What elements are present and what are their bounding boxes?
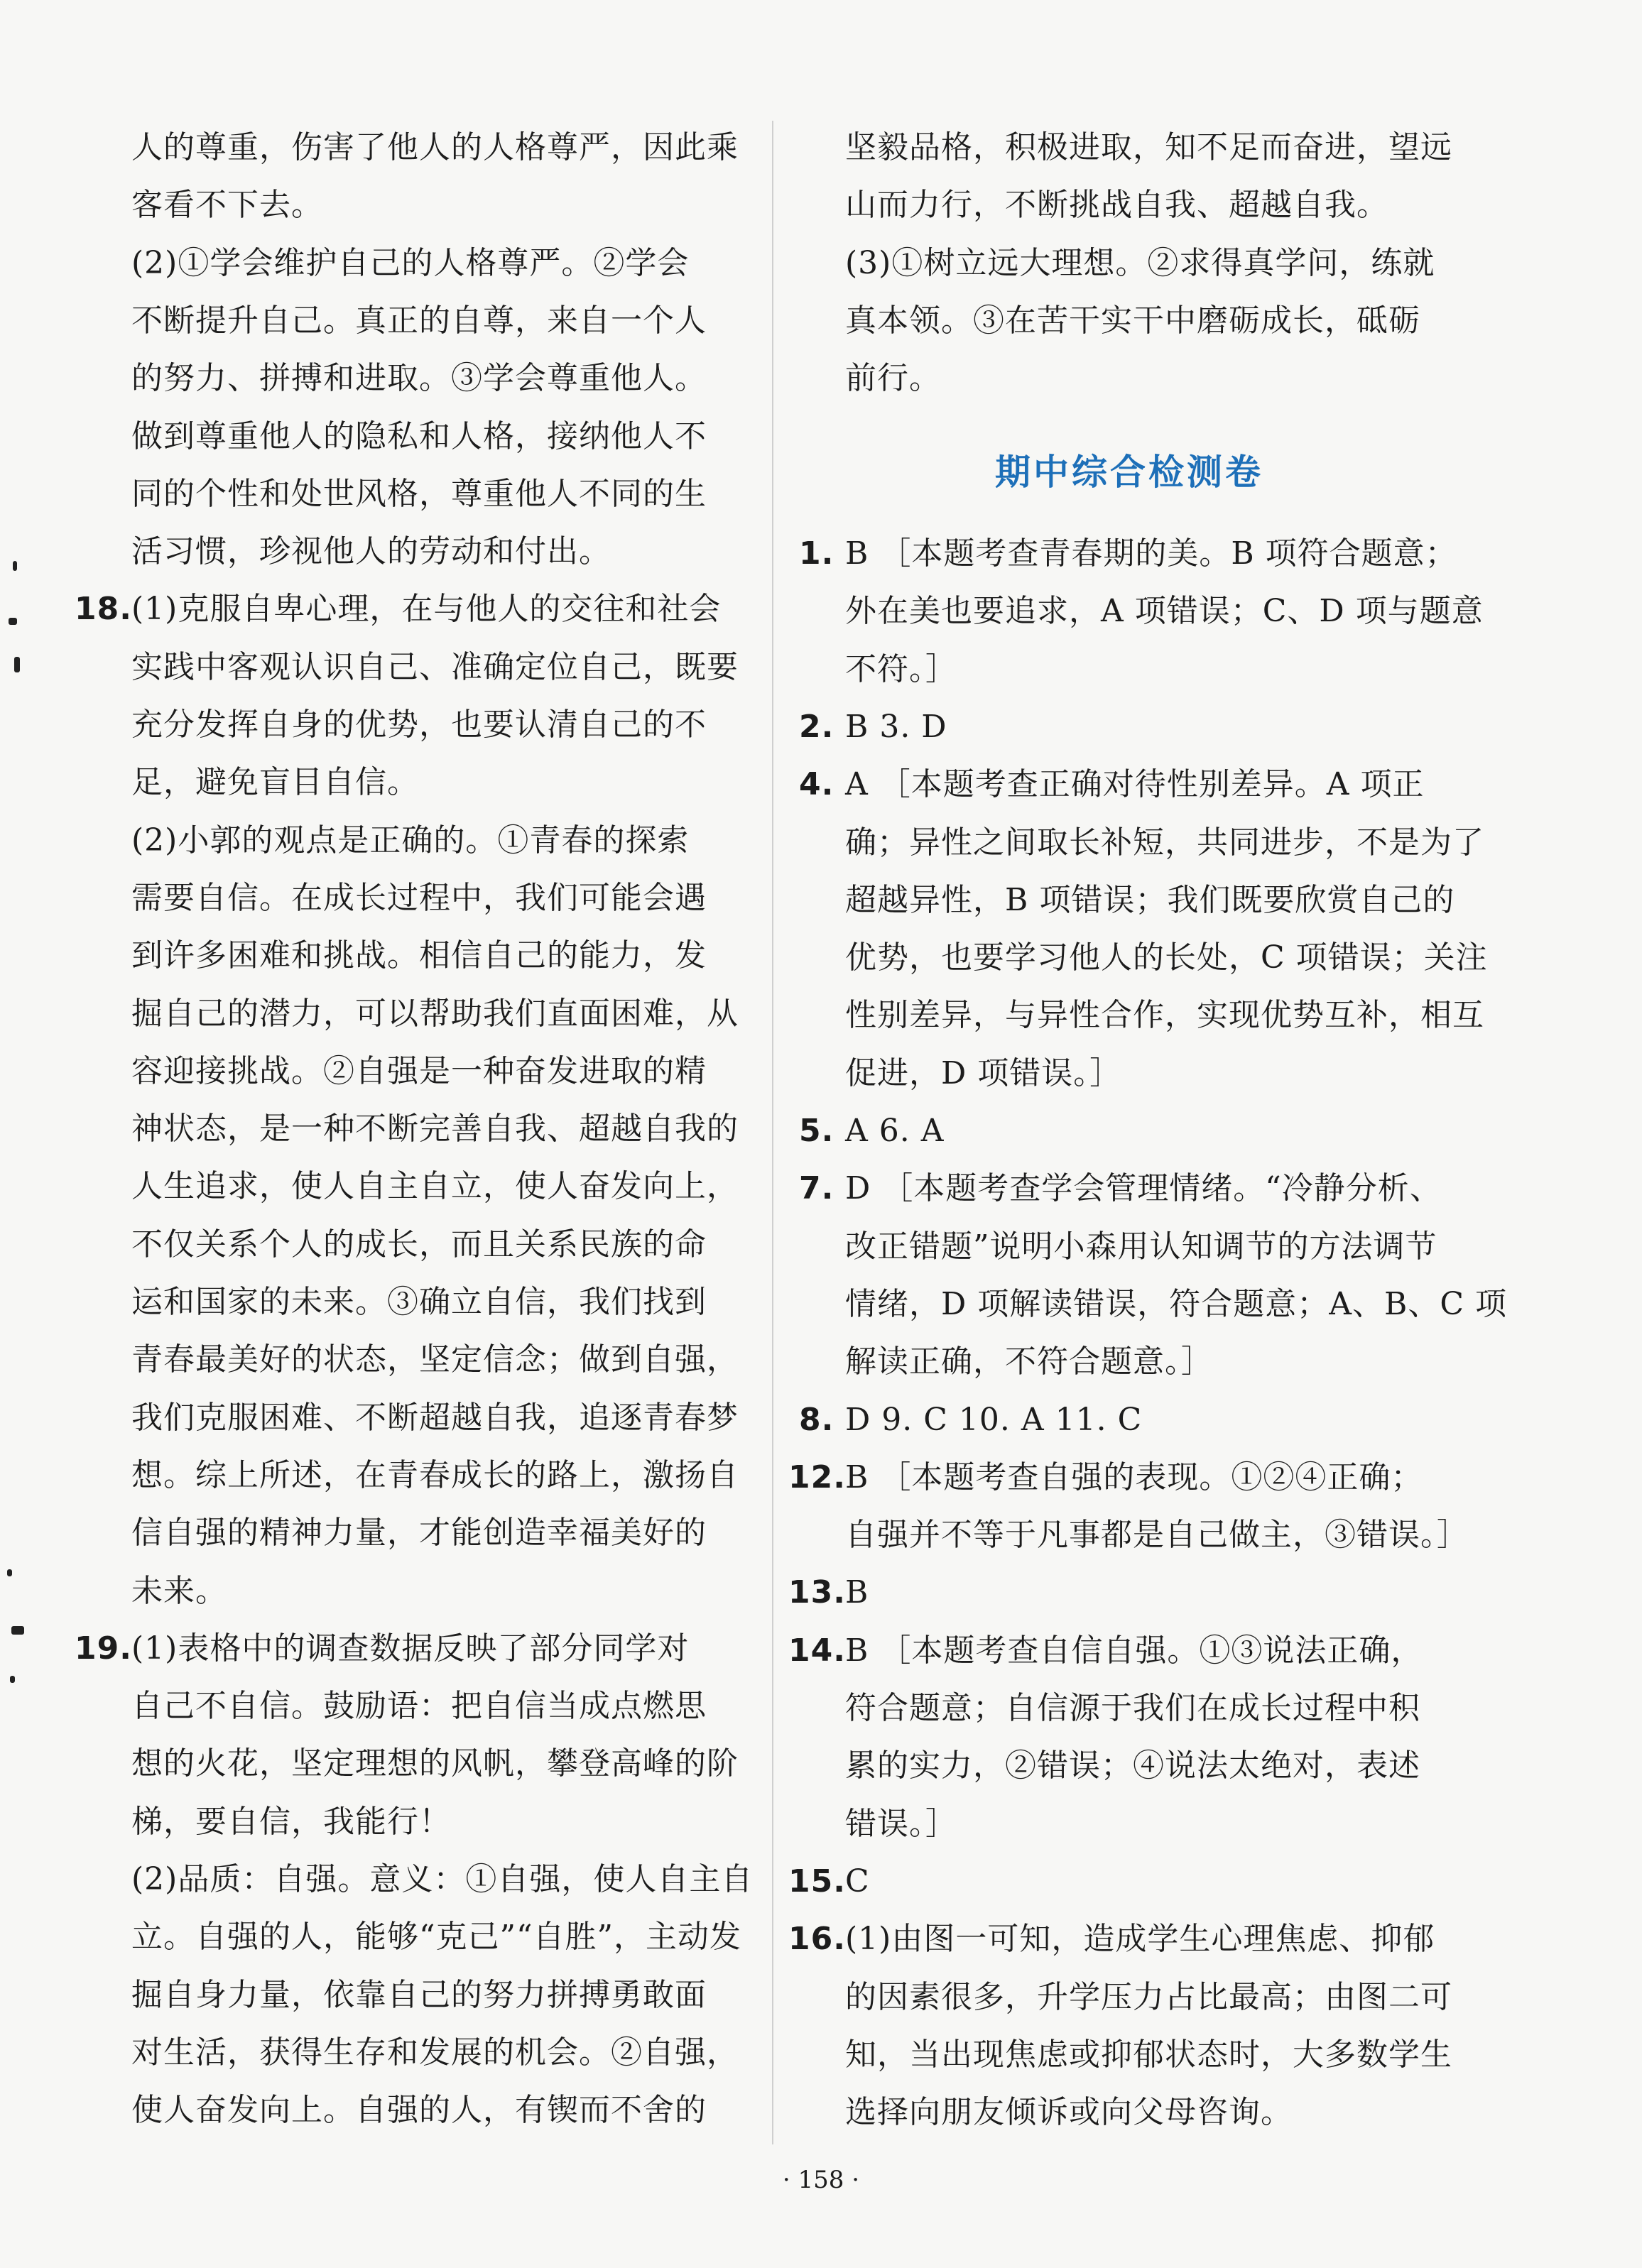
text-line: (2)小郭的观点是正确的。①青春的探索	[131, 822, 690, 858]
text-line: 我们克服困难、不断超越自我，追逐青春梦	[131, 1399, 739, 1436]
text-line: 梯，要自信，我能行！	[131, 1803, 451, 1840]
text-line: C	[845, 1863, 870, 1899]
text-line: 立。自强的人，能够“克己”“自胜”，主动发	[131, 1919, 741, 1956]
question-number: 7.	[799, 1170, 834, 1207]
text-line: 自强并不等于凡事都是自己做主，③错误。］	[845, 1517, 1469, 1554]
page-number: · 158 ·	[782, 2166, 860, 2194]
question-number: 12.	[788, 1459, 846, 1495]
text-line: 选择向朋友倾诉或向父母咨询。	[845, 2094, 1293, 2131]
text-line: 到许多困难和挑战。相信自己的能力，发	[131, 937, 707, 974]
text-line: 知，当出现焦虑或抑郁状态时，大多数学生	[845, 2036, 1452, 2073]
text-line: 客看不下去。	[131, 187, 323, 224]
scan-mark	[10, 1676, 15, 1683]
scan-mark	[14, 657, 20, 672]
scan-mark	[11, 1626, 24, 1635]
text-line: 前行。	[845, 360, 941, 397]
question-number: 13.	[788, 1574, 846, 1611]
text-line: 人生追求，使人自主自立，使人奋发向上，	[131, 1168, 739, 1205]
text-line: 做到尊重他人的隐私和人格，接纳他人不	[131, 418, 707, 454]
text-line: 信自强的精神力量，才能创造幸福美好的	[131, 1515, 707, 1552]
scan-mark	[7, 1569, 12, 1576]
text-line: (1)由图一可知，造成学生心理焦虑、抑郁	[845, 1921, 1435, 1958]
text-line: 真本领。③在苦干实干中磨砺成长，砥砺	[845, 302, 1420, 339]
text-line: 神状态，是一种不断完善自我、超越自我的	[131, 1111, 739, 1147]
text-line: 山而力行，不断挑战自我、超越自我。	[845, 187, 1388, 224]
text-line: 未来。	[131, 1572, 227, 1609]
question-number: 8.	[799, 1401, 834, 1438]
question-number: 16.	[788, 1921, 846, 1958]
text-line: D 9. C 10. A 11. C	[845, 1401, 1143, 1438]
text-line: (2)①学会维护自己的人格尊严。②学会	[131, 244, 690, 281]
text-line: 累的实力，②错误；④说法太绝对，表述	[845, 1748, 1420, 1784]
text-line: 使人奋发向上。自强的人，有锲而不舍的	[131, 2092, 707, 2129]
text-line: 掘自身力量，依靠自己的努力拼搏勇敢面	[131, 1976, 707, 2013]
question-number: 18.	[75, 591, 132, 628]
text-line: 容迎接挑战。②自强是一种奋发进取的精	[131, 1052, 707, 1089]
text-line: D ［本题考查学会管理情绪。“冷静分析、	[845, 1170, 1442, 1207]
text-line: 足，避免盲目自信。	[131, 764, 419, 801]
text-line: 想的火花，坚定理想的风帆，攀登高峰的阶	[131, 1745, 739, 1782]
text-line: 自己不自信。鼓励语：把自信当成点燃思	[131, 1688, 707, 1725]
text-line: B 3. D	[845, 708, 947, 745]
text-line: (1)表格中的调查数据反映了部分同学对	[131, 1630, 690, 1667]
text-line: 掘自己的潜力，可以帮助我们直面困难，从	[131, 995, 739, 1032]
text-line: 不仅关系个人的成长，而且关系民族的命	[131, 1226, 707, 1263]
column-divider	[772, 121, 773, 2144]
text-line: (2)品质：自强。意义：①自强，使人自主自	[131, 1861, 754, 1897]
text-line: 的因素很多，升学压力占比最高；由图二可	[845, 1978, 1452, 2015]
question-number: 15.	[788, 1863, 846, 1899]
text-line: 性别差异，与异性合作，实现优势互补，相互	[845, 997, 1484, 1034]
text-line: 需要自信。在成长过程中，我们可能会遇	[131, 879, 707, 916]
text-line: 改正错题”说明小森用认知调节的方法调节	[845, 1228, 1437, 1265]
text-line: 促进，D 项错误。］	[845, 1054, 1122, 1091]
text-line: 情绪，D 项解读错误，符合题意；A、B、C 项	[845, 1285, 1508, 1322]
text-line: B ［本题考查自强的表现。①②④正确；	[845, 1459, 1423, 1495]
text-line: 对生活，获得生存和发展的机会。②自强，	[131, 2034, 739, 2071]
text-line: 确；异性之间取长补短，共同进步，不是为了	[845, 824, 1484, 861]
text-line: 不符。］	[845, 650, 957, 687]
text-line: B ［本题考查青春期的美。B 项符合题意；	[845, 535, 1457, 572]
text-line: B	[845, 1574, 869, 1611]
question-number: 1.	[799, 535, 834, 572]
text-line: (3)①树立远大理想。②求得真学问，练就	[845, 244, 1435, 281]
section-title: 期中综合检测卷	[995, 452, 1263, 493]
text-line: 活习惯，珍视他人的劳动和付出。	[131, 533, 611, 570]
text-line: 青春最美好的状态，坚定信念；做到自强，	[131, 1341, 739, 1378]
text-line: 外在美也要追求，A 项错误；C、D 项与题意	[845, 593, 1484, 630]
text-line: (1)克服自卑心理，在与他人的交往和社会	[131, 591, 722, 628]
text-line: 人的尊重，伤害了他人的人格尊严，因此乘	[131, 129, 739, 165]
text-line: 不断提升自己。真正的自尊，来自一个人	[131, 302, 707, 339]
scan-mark	[13, 561, 17, 571]
question-number: 14.	[788, 1632, 846, 1669]
question-number: 2.	[799, 708, 834, 745]
text-line: 的努力、拼搏和进取。③学会尊重他人。	[131, 360, 707, 397]
question-number: 19.	[75, 1630, 132, 1667]
question-number: 5.	[799, 1113, 834, 1149]
text-line: 运和国家的未来。③确立自信，我们找到	[131, 1284, 707, 1320]
text-line: 充分发挥自身的优势，也要认清自己的不	[131, 707, 707, 743]
text-line: 超越异性，B 项错误；我们既要欣赏自己的	[845, 881, 1455, 918]
scan-mark	[9, 618, 17, 625]
text-line: 解读正确，不符合题意。］	[845, 1343, 1213, 1380]
text-line: 同的个性和处世风格，尊重他人不同的生	[131, 475, 707, 512]
text-line: 错误。］	[845, 1805, 957, 1842]
text-line: 坚毅品格，积极进取，知不足而奋进，望远	[845, 129, 1452, 165]
text-line: 想。综上所述，在青春成长的路上，激扬自	[131, 1456, 739, 1493]
text-line: 符合题意；自信源于我们在成长过程中积	[845, 1690, 1420, 1726]
text-line: A 6. A	[845, 1113, 945, 1149]
text-line: 优势，也要学习他人的长处，C 项错误；关注	[845, 939, 1488, 976]
text-line: 实践中客观认识自己、准确定位自己，既要	[131, 648, 739, 685]
question-number: 4.	[799, 766, 834, 803]
text-line: B ［本题考查自信自强。①③说法正确，	[845, 1632, 1423, 1669]
text-line: A ［本题考查正确对待性别差异。A 项正	[845, 766, 1425, 803]
